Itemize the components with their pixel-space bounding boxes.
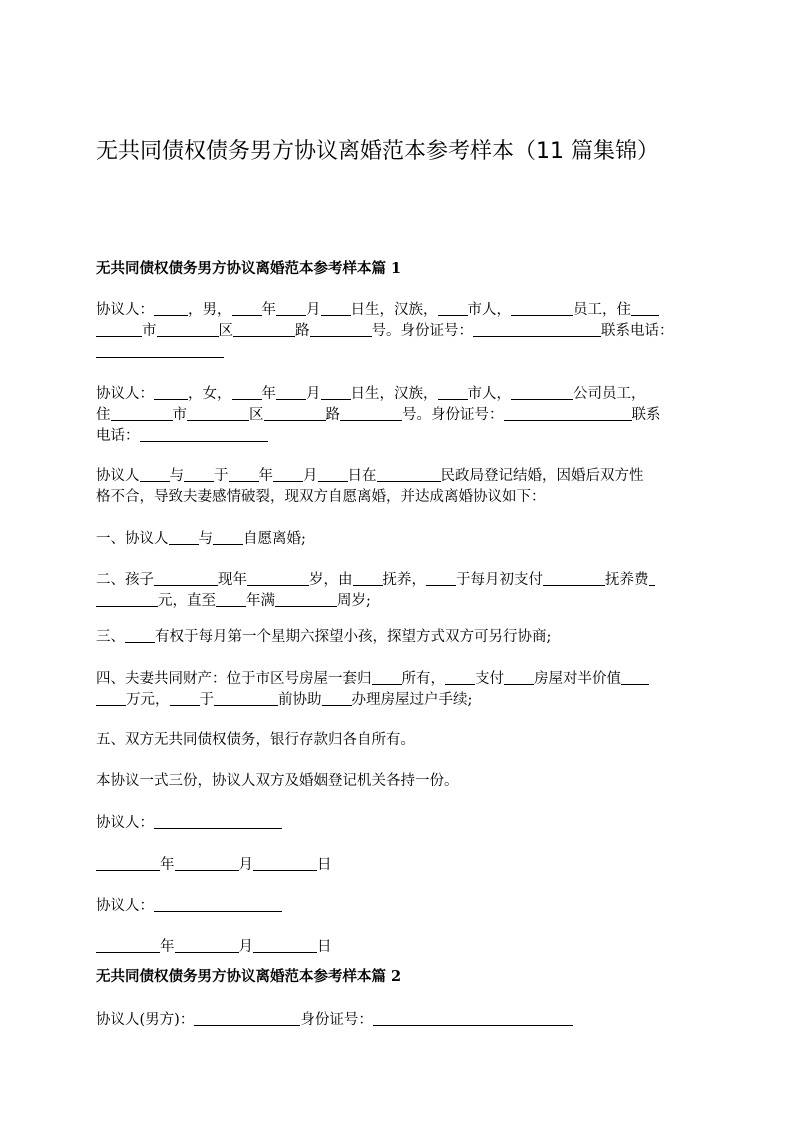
signature-date-2: 年 月 日 (96, 937, 696, 958)
copies-statement: 本协议一式三份，协议人双方及婚姻登记机关各持一份。 (96, 773, 459, 789)
signature-party-1: 协议人： (96, 813, 696, 834)
document-title: 无共同债权债务男方协议离婚范本参考样本（11 篇集锦） (96, 139, 659, 164)
clause-2-child-custody: 二、孩子 现年 岁，由 抚养， 于每月初支付 抚养费 元，直至 年满 周岁; (96, 570, 696, 612)
clause-1: 一、协议人 与 自愿离婚; (96, 531, 306, 547)
clause-5-debts: 五、双方无共同债权债务，银行存款归各自所有。 (96, 732, 415, 748)
clause-3-visitation: 三、 有权于每月第一个星期六探望小孩，探望方式双方可另行协商; (96, 629, 552, 645)
section-1-heading: 无共同债权债务男方协议离婚范本参考样本篇 1 (96, 260, 402, 277)
paragraph-wife-info: 协议人： ，女， 年 月 日生，汉族， 市人， 公司员工， 住 市 区 路 号。身份证号： 联系 电话： (96, 386, 661, 444)
clause-4-property: 四、夫妻共同财产：位于市区号房屋一套归 所有， 支付 房屋对半价值 万元， 于 前协助 办理房屋过户手续; (96, 669, 696, 711)
signature-party-2: 协议人： (96, 896, 696, 917)
section-2-heading: 无共同债权债务男方协议离婚范本参考样本篇 2 (96, 968, 402, 985)
paragraph-husband-info: 协议人： ，男， 年 月 日生，汉族， 市人， 员工，住 市 区 路 号。身份证号： 联系电话： (96, 300, 696, 363)
signature-date-1: 年 月 日 (96, 855, 696, 876)
paragraph-marriage-statement: 协议人 与 于 年 月 日在 民政局登记结婚，因婚后双方性 格不合，导致夫妻感情破裂，现双方自愿离婚，并达成离婚协议如下： (96, 468, 644, 505)
section-2-party-male: 协议人(男方)： 身份证号： (96, 1010, 696, 1031)
